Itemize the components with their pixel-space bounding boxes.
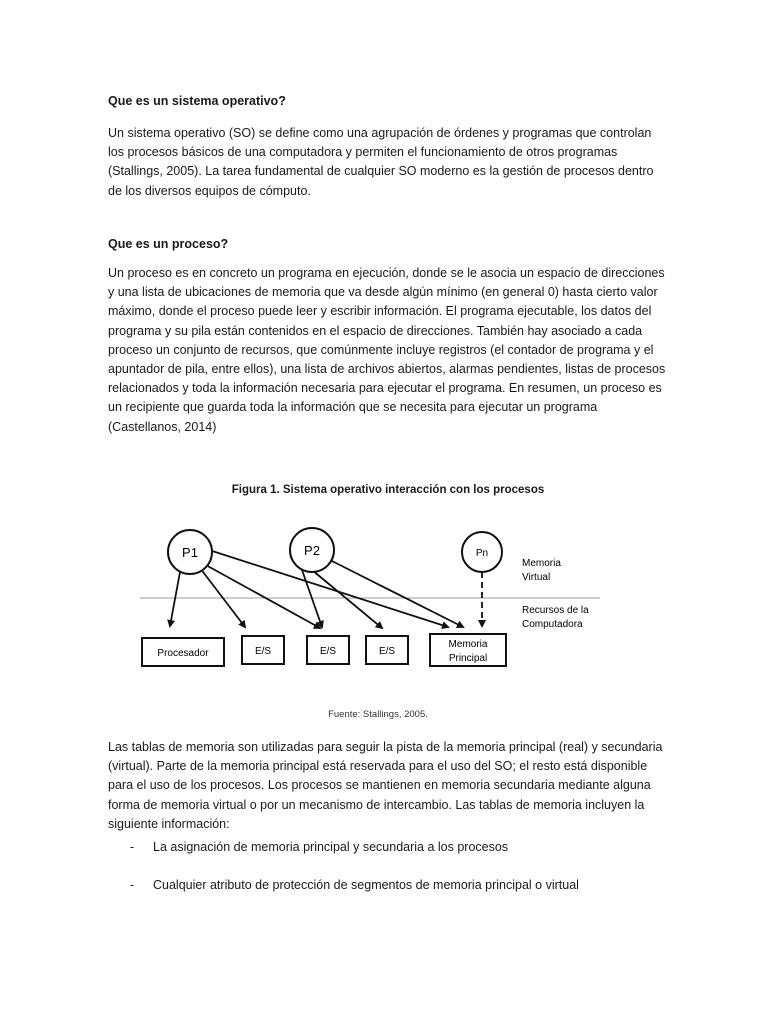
box-io2 [307, 636, 349, 664]
process-p2-label: P2 [304, 543, 320, 558]
figure-title: Figura 1. Sistema operativo interacción con los procesos [231, 484, 545, 496]
bullet-text: Cualquier atributo de protección de segmentos de memoria principal o virtual [153, 878, 579, 892]
bullet-list [108, 840, 668, 859]
bullet-dash: - [130, 878, 135, 892]
box-io3-label: E/S [378, 646, 396, 657]
heading-proceso: Que es un proceso? [108, 237, 229, 251]
box-io1 [242, 636, 284, 664]
process-pn [462, 532, 502, 572]
box-memory-label-2: Principal [448, 653, 488, 664]
box-processor-label: Procesador [157, 648, 209, 659]
paragraph-proceso: Un proceso es en concreto un programa en ejecución, donde se le asocia un espacio de direcciones y una lista de ubicaciones de memoria que va desde algún mínimo (en general 0) hasta cierto valor máximo, donde el proceso puede leer y escribir información. El programa ejecutable, los datos del programa y su pila están contenidos en el espacio de direcciones. También hay asociado a cada proceso un conjunto de recursos, que comúnmente incluye registros (el contador de programa y el apuntador de pila, entre ellos), una lista de archivos abiertos, alarmas pendientes, listas de procesos relacionados y toda la información necesaria para ejecutar el programa. En resumen, un proceso es un recipiente que guarda toda la información que se necesita para ejecutar un programa (Castellanos, 2014) [108, 266, 666, 434]
paragraph-sistema-operativo: Un sistema operativo (SO) se define como una agrupación de órdenes y programas que controlan los procesos básicos de una computadora y permiten el funcionamiento de otros programas (Stallings, 2005). La tarea fundamental de cualquier SO moderno es la gestión de procesos dentro de los diversos equipos de cómputo. [108, 126, 654, 198]
arrow-p1-processor [170, 572, 180, 626]
box-processor [142, 638, 224, 666]
bullet-text: La asignación de memoria principal y secundaria a los procesos [153, 840, 509, 854]
list-item [108, 840, 668, 859]
box-memory-label-1: Memoria [448, 639, 488, 650]
process-p1-label: P1 [182, 545, 198, 560]
process-p1 [168, 530, 212, 574]
heading-sistema-operativo: Que es un sistema operativo? [108, 94, 286, 108]
label-virtual: Virtual [522, 572, 551, 583]
process-p2 [290, 528, 334, 572]
list-item [108, 878, 668, 897]
process-pn-label: Pn [475, 548, 489, 559]
box-main-memory [430, 634, 506, 666]
label-recursos: Recursos de la [522, 605, 589, 616]
label-memoria: Memoria [522, 558, 561, 569]
paragraph-tablas-memoria: Las tablas de memoria son utilizadas para seguir la pista de la memoria principal (real) y secundaria (virtual). Parte de la memoria principal está reservada para el uso del SO; el resto está disponible para el uso de los procesos. Los procesos se mantienen en memoria secundaria mediante alguna forma de memoria virtual o por un mecanismo de intercambio. Las tablas de memoria incluyen la siguiente información: [108, 740, 663, 831]
bullet-dash: - [130, 840, 135, 854]
arrow-p2-memory [330, 560, 463, 627]
label-computadora: Computadora [522, 619, 583, 630]
bullet-list-2 [108, 878, 668, 897]
box-io3 [366, 636, 408, 664]
process-diagram [130, 522, 610, 672]
box-io1-label: E/S [254, 646, 272, 657]
box-io2-label: E/S [319, 646, 337, 657]
arrow-p2-io3 [312, 570, 382, 628]
figure-source: Fuente: Stallings, 2005. [328, 709, 428, 720]
p2-arrows [302, 560, 463, 628]
